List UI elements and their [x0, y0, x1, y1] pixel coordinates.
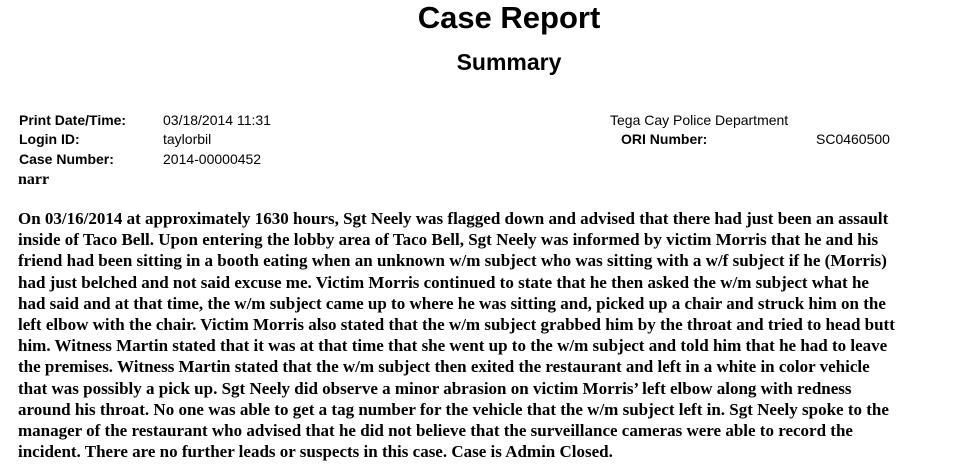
narrative-line: him. Witness Martin stated that it was at that time that she went up to the w/m subject and told him that he had to leave	[18, 336, 888, 356]
case-number-label: Case Number:	[19, 151, 114, 167]
narrative-line: around his throat. No one was able to get a tag number for the vehicle that the w/m subject left in. Sgt Neely spoke to the	[18, 399, 889, 419]
page-subtitle: Summary	[456, 49, 562, 75]
narrative-line: inside of Taco Bell. Upon entering the lobby area of Taco Bell, Sgt Neely was informed by victim Morris that he and his	[18, 230, 879, 250]
narrative-line: that was possibly a pick up. Sgt Neely did observe a minor abrasion on victim Morris’ left elbow along with redness	[18, 378, 852, 398]
page-title: Case Report	[417, 0, 601, 35]
case-number-value: 2014-00000452	[163, 151, 262, 167]
print-date-value: 03/18/2014 11:31	[163, 112, 271, 128]
narrative-line: On 03/16/2014 at approximately 1630 hours, Sgt Neely was flagged down and advised that there had just been an assault	[18, 209, 889, 228]
narrative-line: friend had been sitting in a booth eating when an unknown w/m subject who was sitting with a w/f subject if he (Morris)	[18, 251, 887, 271]
login-id-label: Login ID:	[19, 131, 80, 147]
narrative-section-label: narr	[18, 171, 50, 188]
narrative-line: manager of the restaurant who advised that he did not believe that the surveillance cameras were able to record the	[18, 421, 853, 441]
ori-number-label: ORI Number:	[621, 131, 708, 147]
print-date-label: Print Date/Time:	[19, 112, 127, 128]
ori-number-value: SC0460500	[816, 131, 890, 147]
narrative-line: had said and at that time, the w/m subject came up to where he was sitting and, picked up a chair and struck him on the	[18, 293, 886, 313]
agency-name: Tega Cay Police Department	[610, 112, 789, 128]
narrative-line: left elbow with the chair. Victim Morris also stated that the w/m subject grabbed him by the throat and tried to head butt	[18, 315, 895, 335]
login-id-value: taylorbil	[163, 131, 212, 147]
narrative-line: had just belched and not said excuse me. Victim Morris continued to state that he then asked the w/m subject what he	[18, 272, 869, 292]
narrative-text	[18, 208, 973, 462]
narrative-line: the premises. Witness Martin stated that the w/m subject then exited the restaurant and left in a white in color vehicle	[18, 357, 870, 377]
narrative-line: incident. There are no further leads or suspects in this case. Case is Admin Closed.	[18, 442, 613, 462]
